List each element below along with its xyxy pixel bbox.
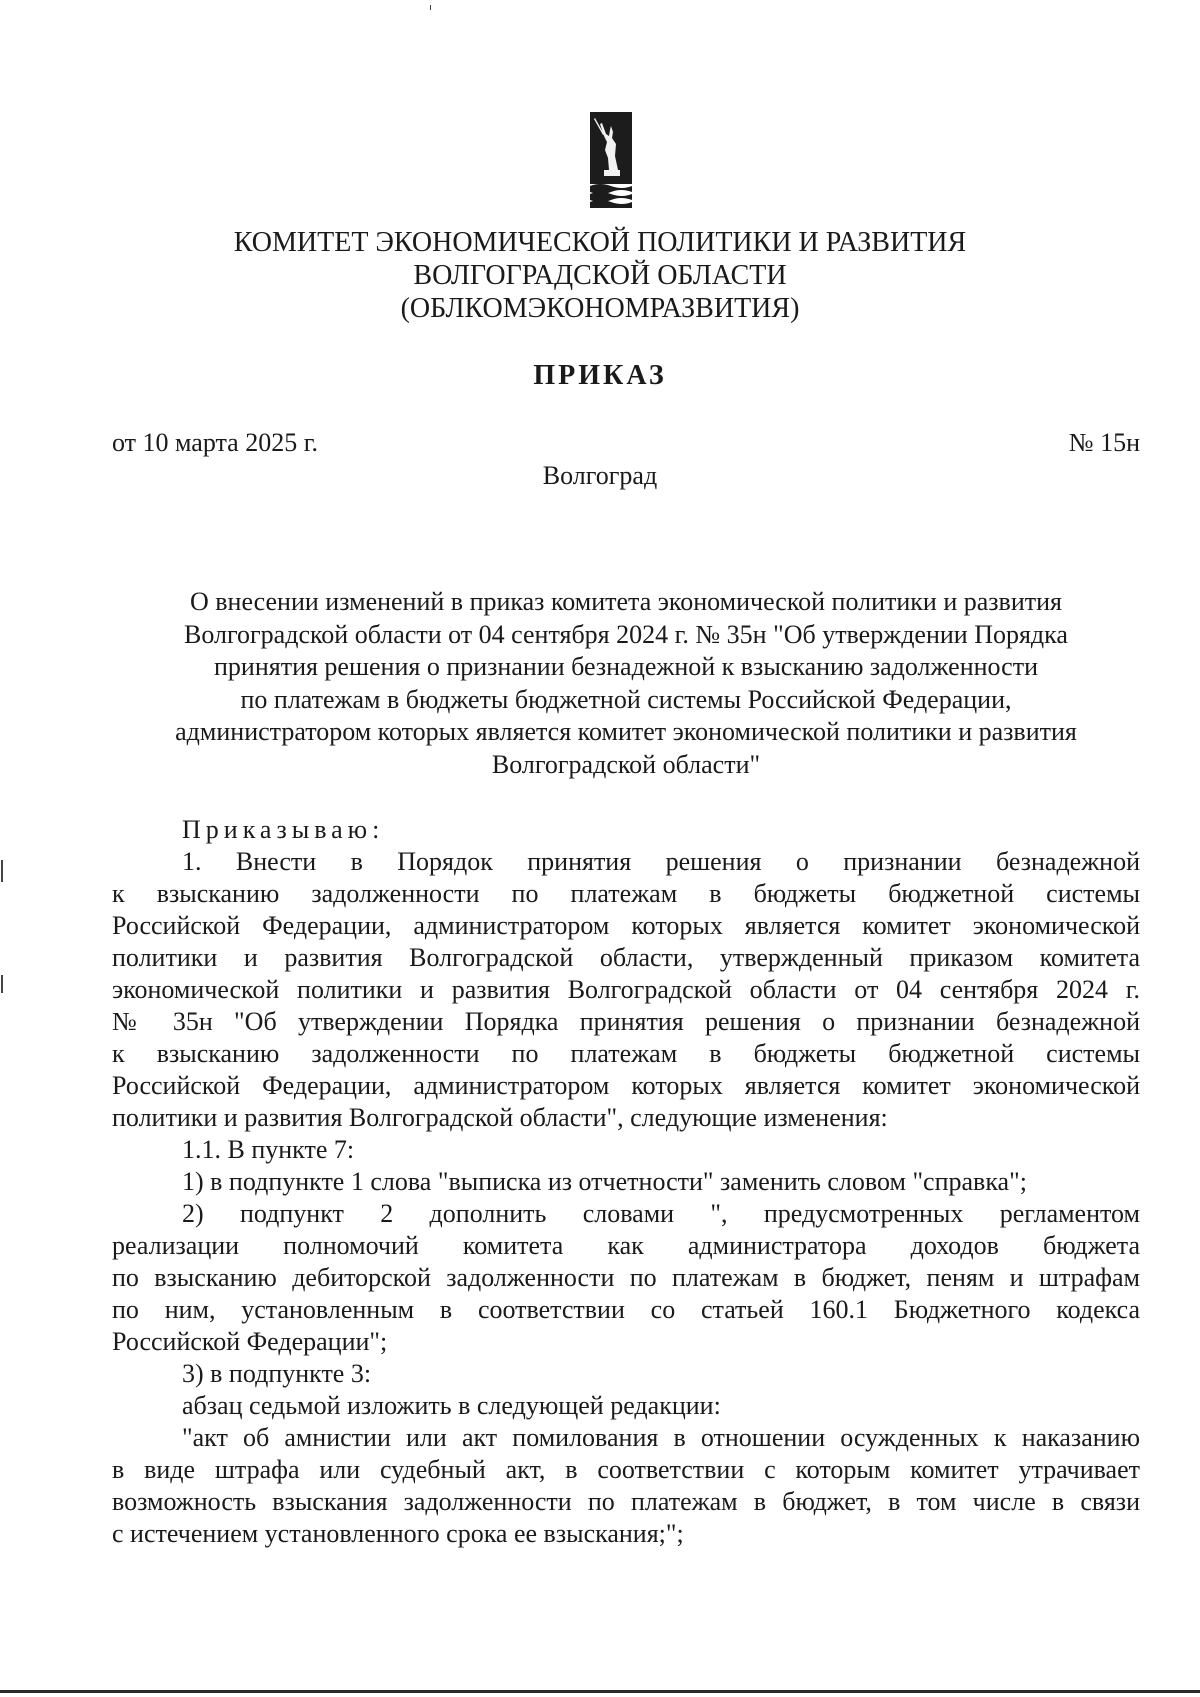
paragraph-line: реализации полномочий комитета как администратора доходов бюджета xyxy=(112,1231,1140,1260)
scan-artifact xyxy=(430,5,431,10)
document-body xyxy=(112,814,1140,1550)
paragraph-line: к взысканию задолженности по платежам в бюджеты бюджетной системы xyxy=(112,1039,1140,1068)
title-line: принятия решения о признании безнадежной к взысканию задолженности xyxy=(214,652,1038,681)
scan-artifact xyxy=(1,860,3,882)
volgograd-emblem-icon xyxy=(590,112,632,208)
paragraph-line: политики и развития Волгоградской области", следующие изменения: xyxy=(112,1103,888,1132)
org-line-1: КОМИТЕТ ЭКОНОМИЧЕСКОЙ ПОЛИТИКИ И РАЗВИТИЯ xyxy=(233,227,967,258)
quote-line: в виде штрафа или судебный акт, в соответствии с которым комитет утрачивает xyxy=(112,1455,1140,1484)
title-line: по платежам в бюджеты бюджетной системы Российской Федерации, xyxy=(240,684,1012,714)
subitem-heading: 1.1. В пункте 7: xyxy=(182,1135,355,1164)
subitem-3: 3) в подпункте 3: xyxy=(182,1359,372,1388)
document-type: ПРИКАЗ xyxy=(533,360,667,391)
quote-line: возможность взыскания задолженности по платежам в бюджет, в том числе в связи xyxy=(112,1487,1140,1516)
title-line: Волгоградской области" xyxy=(491,749,761,779)
paragraph-line: 2) подпункт 2 дополнить словами ", предусмотренных регламентом xyxy=(182,1199,1140,1228)
title-line: О внесении изменений в приказ комитета экономической политики и развития xyxy=(190,587,1062,616)
paragraph-line: Российской Федерации, администратором которых является комитет экономической xyxy=(112,1071,1140,1100)
document-title xyxy=(112,586,1140,781)
quote-line: с истечением установленного срока ее взыскания;"; xyxy=(112,1519,684,1548)
title-line: Волгоградской области от 04 сентября 2024 г. № 35н "Об утверждении Порядка xyxy=(184,619,1068,649)
subitem-3-paragraph: абзац седьмой изложить в следующей редакции: xyxy=(182,1391,721,1420)
paragraph-line: Российской Федерации, администратором которых является комитет экономической xyxy=(112,911,1140,940)
title-line: администратором которых является комитет экономической политики и развития xyxy=(175,717,1077,746)
paragraph-line: № 35н "Об утверждении Порядка принятия решения о признании безнадежной xyxy=(112,1007,1140,1036)
document-number: № 15н xyxy=(1068,428,1140,457)
paragraph-line: 1. Внести в Порядок принятия решения о признании безнадежной xyxy=(182,847,1140,876)
paragraph-line: по взысканию дебиторской задолженности по платежам в бюджет, пеням и штрафам xyxy=(112,1263,1140,1292)
org-line-3: (ОБЛКОМЭКОНОМРАЗВИТИЯ) xyxy=(400,293,800,324)
order-word: Приказываю: xyxy=(182,815,385,844)
paragraph-line: к взысканию задолженности по платежам в бюджеты бюджетной системы xyxy=(112,879,1140,908)
document-city: Волгоград xyxy=(542,461,658,490)
organization-name xyxy=(0,226,1200,325)
subitem-1: 1) в подпункте 1 слова "выписка из отчетности" заменить словом "справка"; xyxy=(182,1167,1027,1196)
paragraph-line: Российской Федерации"; xyxy=(112,1327,388,1356)
paragraph-line: политики и развития Волгоградской области, утвержденный приказом комитета xyxy=(112,943,1140,972)
paragraph-line: экономической политики и развития Волгоградской области от 04 сентября 2024 г. xyxy=(112,975,1140,1004)
document-date: от 10 марта 2025 г. xyxy=(112,428,318,457)
scan-edge-line xyxy=(0,1690,1200,1693)
scan-artifact xyxy=(1,975,3,993)
paragraph-line: по ним, установленным в соответствии со статьей 160.1 Бюджетного кодекса xyxy=(112,1295,1140,1324)
org-line-2: ВОЛГОГРАДСКОЙ ОБЛАСТИ xyxy=(413,260,787,291)
quote-line: "акт об амнистии или акт помилования в отношении осужденных к наказанию xyxy=(182,1423,1140,1452)
